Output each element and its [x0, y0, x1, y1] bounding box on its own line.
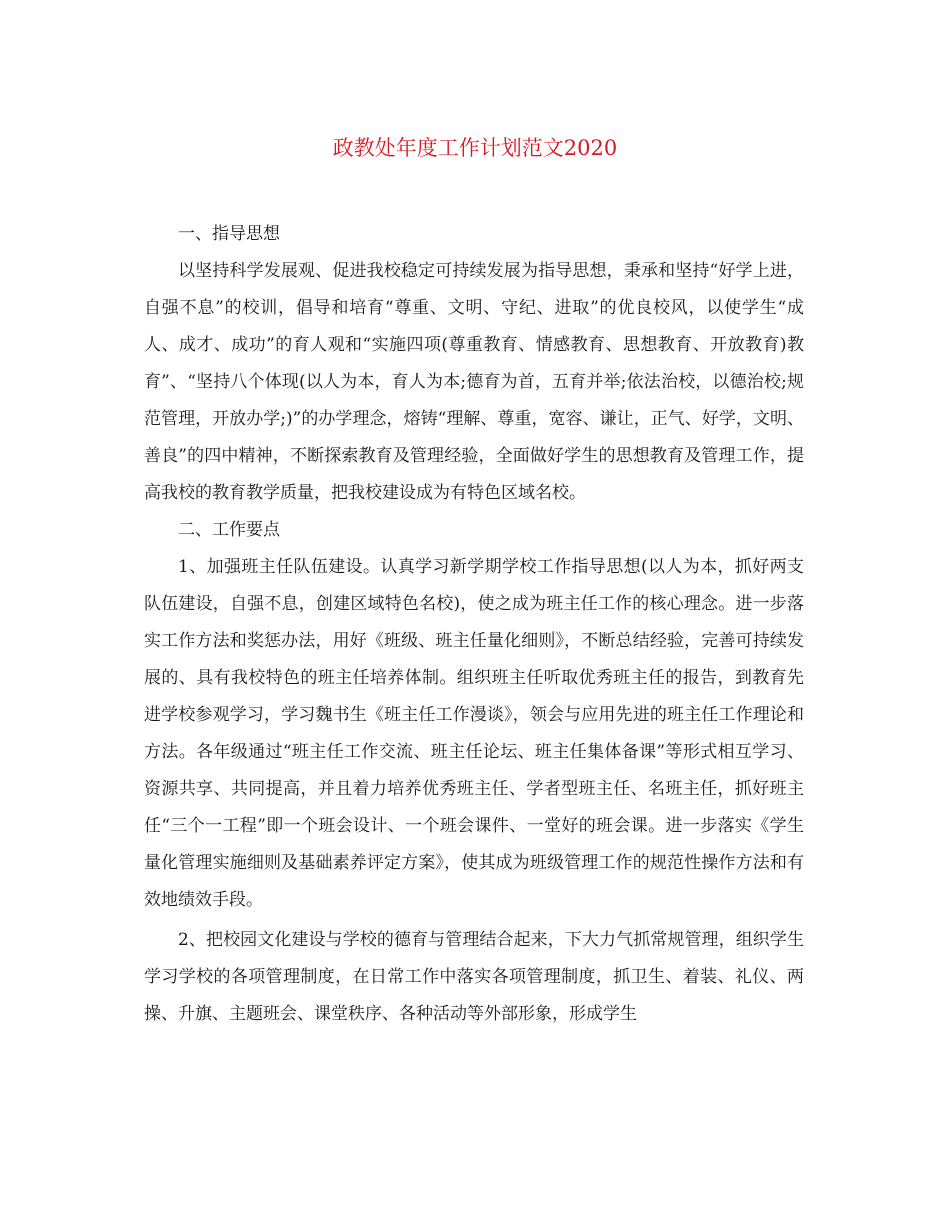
- paragraph-work-point-1: 1、加强班主任队伍建设。认真学习新学期学校工作指导思想(以人为本，抓好两支队伍建设，自强不息，创建区域特色名校)，使之成为班主任工作的核心理念。进一步落实工作方法和奖惩办法，用好《班级、班主任量化细则》，不断总结经验，完善可持续发展的、具有我校特色的班主任培养体制。组织班主任听取优秀班主任的报告，到教育先进学校参观学习，学习魏书生《班主任工作漫谈》，领会与应用先进的班主任工作理论和方法。各年级通过“班主任工作交流、班主任论坛、班主任集体备课”等形式相互学习、资源共享、共同提高，并且着力培养优秀班主任、学者型班主任、名班主任，抓好班主任“三个一工程”即一个班会设计、一个班会课件、一堂好的班会课。进一步落实《学生量化管理实施细则及基础素养评定方案》，使其成为班级管理工作的规范性操作方法和有效地绩效手段。: [144, 557, 804, 910]
- document-body: [144, 216, 804, 1033]
- paragraph-work-point-2: 2、把校园文化建设与学校的德育与管理结合起来，下大力气抓常规管理，组织学生学习学校的各项管理制度，在日常工作中落实各项管理制度，抓卫生、着装、礼仪、两操、升旗、主题班会、课堂秩序、各种活动等外部形象，形成学生: [144, 930, 804, 1024]
- paragraph-guiding-ideology: 以坚持科学发展观、促进我校稳定可持续发展为指导思想，秉承和坚持“好学上进，自强不息”的校训，倡导和培育“尊重、文明、守纪、进取”的优良校风，以使学生“成人、成才、成功”的育人观和“实施四项(尊重教育、情感教育、思想教育、开放教育)教育”、“坚持八个体现(以人为本，育人为本;德育为首，五育并举;依法治校，以德治校;规范管理，开放办学;)”的办学理念，熔铸“理解、尊重，宽容、谦让，正气、好学，文明、善良”的四中精神，不断探索教育及管理经验，全面做好学生的思想教育及管理工作，提高我校的教育教学质量，把我校建设成为有特色区域名校。: [144, 261, 804, 503]
- section-heading-guiding-ideology: 一、指导思想: [178, 224, 280, 244]
- section-heading-work-points: 二、工作要点: [178, 520, 280, 540]
- document-title: 政教处年度工作计划范文2020: [332, 136, 618, 160]
